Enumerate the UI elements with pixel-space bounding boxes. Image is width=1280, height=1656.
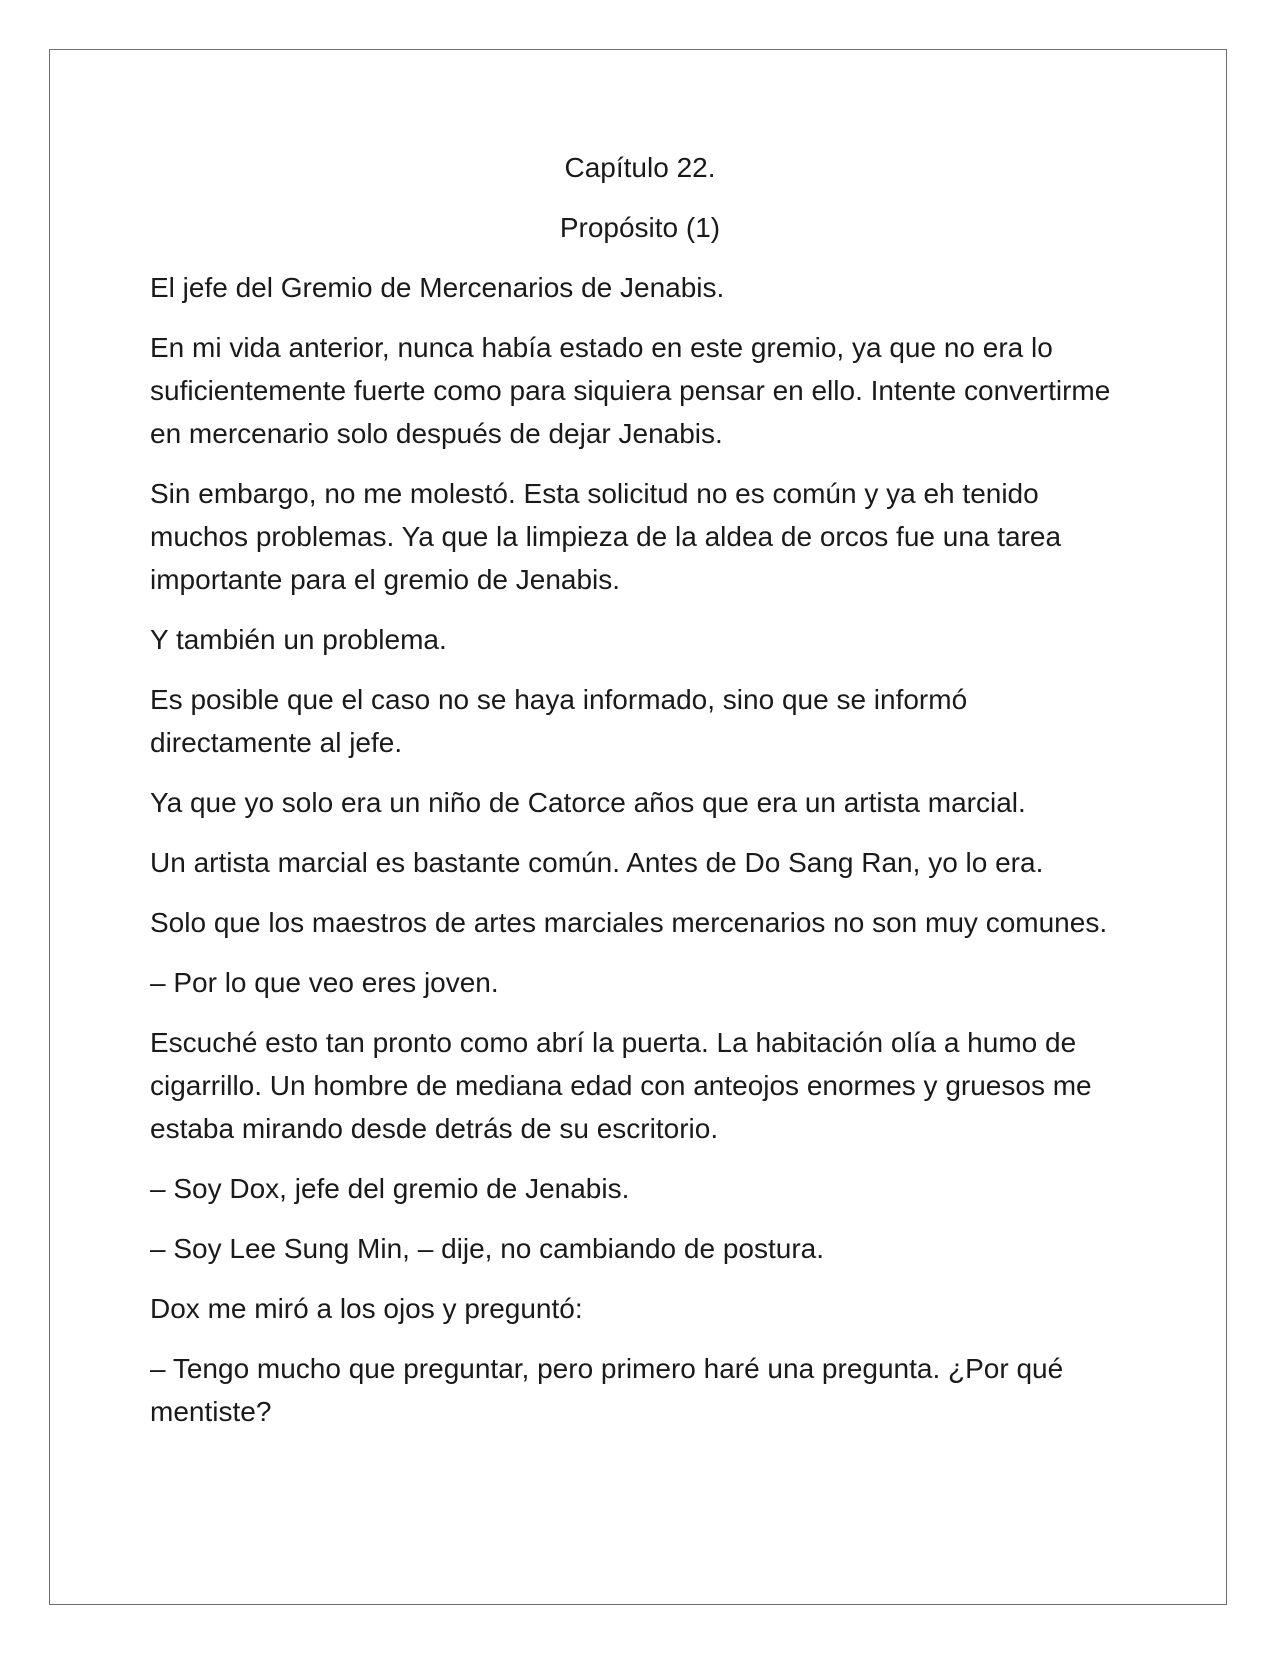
paragraph: Escuché esto tan pronto como abrí la puerta. La habitación olía a humo de cigarrillo. Un hombre de mediana edad con anteojos enormes y gruesos me estaba mirando desde detrás de su escritorio.	[150, 1027, 1092, 1144]
chapter-subtitle: Propósito (1)	[559, 212, 721, 243]
paragraph: Solo que los maestros de artes marciales mercenarios no son muy comunes.	[150, 907, 1108, 938]
paragraph: Es posible que el caso no se haya informado, sino que se informó directamente al jefe.	[150, 684, 968, 758]
dialogue-line: – Tengo mucho que preguntar, pero primero haré una pregunta. ¿Por qué mentiste?	[150, 1353, 1064, 1427]
dialogue-line: – Soy Lee Sung Min, – dije, no cambiando de postura.	[150, 1233, 824, 1264]
paragraph: Y también un problema.	[150, 624, 447, 655]
dialogue-line: – Por lo que veo eres joven.	[150, 967, 499, 998]
paragraph: El jefe del Gremio de Mercenarios de Jenabis.	[150, 272, 725, 303]
paragraph: En mi vida anterior, nunca había estado en este gremio, ya que no era lo suficientemente fuerte como para siquiera pensar en ello. Intente convertirme en mercenario solo después de dejar Jenabis.	[150, 332, 1111, 449]
document-body	[150, 146, 1130, 1450]
paragraph: Dox me miró a los ojos y preguntó:	[150, 1293, 583, 1324]
chapter-title: Capítulo 22.	[564, 152, 716, 183]
paragraph: Ya que yo solo era un niño de Catorce años que era un artista marcial.	[150, 787, 1026, 818]
paragraph: Sin embargo, no me molestó. Esta solicitud no es común y ya eh tenido muchos problemas. Ya que la limpieza de la aldea de orcos fue una tarea importante para el gremio de Jenabis.	[150, 478, 1062, 595]
dialogue-line: – Soy Dox, jefe del gremio de Jenabis.	[150, 1173, 630, 1204]
paragraph: Un artista marcial es bastante común. Antes de Do Sang Ran, yo lo era.	[150, 847, 1044, 878]
